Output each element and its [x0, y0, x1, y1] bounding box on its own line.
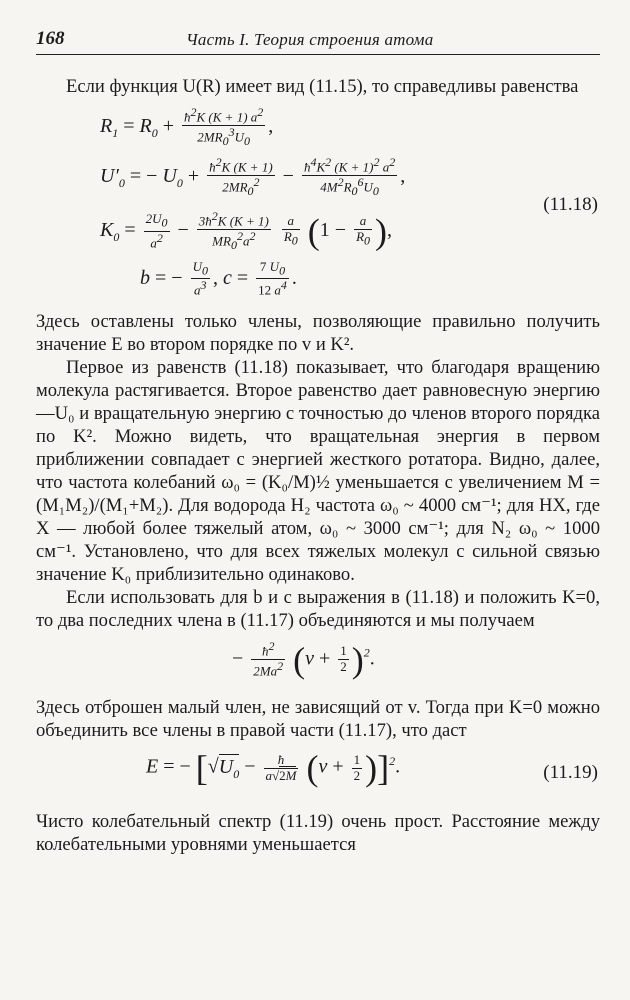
- equation-11-19: [36, 742, 600, 810]
- paragraph-vibrational-spectrum: Чисто колебательный спектр (11.19) очень прост. Расстояние между колебательными уровнями уменьшается: [36, 811, 600, 855]
- equation-number-11-19: (11.19): [543, 762, 598, 783]
- running-header: [36, 24, 600, 55]
- equation-11-18: [36, 98, 600, 310]
- eq-r1: $R_1 = R_0$ + $\frac{ħ^2K (K + 1) a^2}{2MR_0^3U_0}$ ,: [100, 105, 274, 149]
- running-title: Часть I. Теория строения атома: [186, 30, 434, 49]
- eq-k0: $K_0$ = $\frac{2U_0}{a^2}$ − $\frac{3ħ^2K (K + 1)}{MR_0^2a^2}$ $\frac{a}{R_0}$ (1 − $\frac{a}{R_0}$ ),: [100, 209, 393, 253]
- equation-combined-term: [36, 632, 600, 696]
- eq-b-c: b = − $\frac{U_0}{a^3}$ , c = $\frac{7 U_0}{12 a^4}$ .: [140, 259, 297, 298]
- equation-number-11-18: (11.18): [543, 194, 598, 215]
- paragraph-after-equation: Здесь оставлены только члены, позволяющие правильно получить значение E во втором порядке по v и K².: [36, 311, 600, 355]
- page: [36, 24, 600, 856]
- eq-combined: − $\frac{ħ^2}{2Ma^2}$ (v + $\frac{1}{2}$ )$^2$.: [232, 639, 375, 680]
- intro-paragraph: Если функция U(R) имеет вид (11.15), то справедливы равенства: [66, 76, 579, 97]
- eq-energy: E = − [$√U_0$ − $\frac{ħ}{a√2M}$ (v + $\frac{1}{2}$ )]$^2$.: [146, 748, 401, 788]
- paragraph-k-zero: Если использовать для b и c выражения в (11.18) и положить K=0, то два последних члена в (11.17) объединяются и мы получаем: [36, 587, 600, 631]
- eq-u0: $U'_0$ = − $U_0$ + $\frac{ħ^2K (K + 1)}{2MR_0^2}$ − $\frac{ħ^4K^2 (K + 1)^2 a^2}{4M^2R_0^6U_0}$ ,: [100, 155, 406, 199]
- page-number: 168: [36, 28, 65, 49]
- paragraph-rotation: Первое из равенств (11.18) показывает, что благодаря вращению молекула растягивается. Второе равенство дает равновесную энергию —U₀ и вращательную энергию с точностью до членов второго порядка по K². Можно видеть, что вращательная энергия в первом приближении совпадает с энергией жесткого ротатора. Видно, далее, что частота колебаний ω₀ = (K₀/M)½ уменьшается с увеличением M = (M₁M₂)/(M₁+M₂). Для водорода H₂ частота ω₀ ~ 4000 см⁻¹; для HX, где X — любой более тяжелый атом, ω₀ ~ 3000 см⁻¹; для N₂ ω₀ ~ 1000 см⁻¹. Установлено, что для всех тяжелых молекул с сильной связью значение K₀ приблизительно одинаково.: [36, 357, 600, 585]
- paragraph-dropped-term: Здесь отброшен малый член, не зависящий от v. Тогда при K=0 можно объединить все члены в правой части (11.17), что даст: [36, 697, 600, 741]
